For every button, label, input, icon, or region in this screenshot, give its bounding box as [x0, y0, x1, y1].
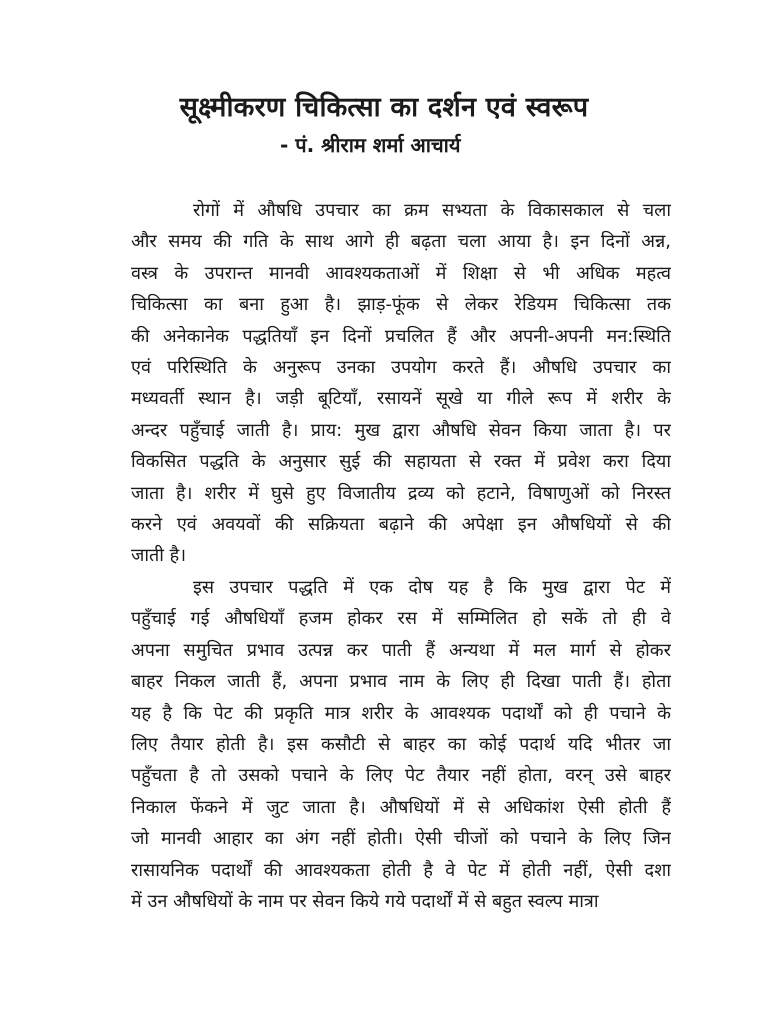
- text-line: जो मानवी आहार का अंग नहीं होती। ऐसी चीजों को पचाने के लिए जिन: [131, 828, 671, 850]
- text-line: जाता है। शरीर में घुसे हुए विजातीय द्रव्य को हटाने, विषाणुओं को निरस्त: [131, 482, 671, 504]
- text-line: निकाल फेंकने में जुट जाता है। औषधियों में से अधिकांश ऐसी होती हैं: [131, 796, 671, 818]
- text-line: लिए तैयार होती है। इस कसौटी से बाहर का कोई पदार्थ यदि भीतर जा: [131, 734, 671, 755]
- text-line: जाती है।: [131, 545, 187, 567]
- text-line: और समय की गति के साथ आगे ही बढ़ता चला आया है। इन दिनों अन्न,: [131, 231, 671, 253]
- text-line: विकसित पद्धति के अनुसार सुई की सहायता से रक्त में प्रवेश करा दिया: [131, 451, 671, 473]
- text-line: बाहर निकल जाती हैं, अपना प्रभाव नाम के लिए ही दिखा पाती हैं। होता: [131, 671, 671, 693]
- text-line: एवं परिस्थिति के अनुरूप उनका उपयोग करते हैं। औषधि उपचार का: [131, 357, 671, 378]
- text-line: वस्त्र के उपरान्त मानवी आवश्यकताओं में शिक्षा से भी अधिक महत्व: [131, 262, 671, 284]
- text-line: चिकित्सा का बना हुआ है। झाड़-फूंक से लेकर रेडियम चिकित्सा तक: [131, 294, 671, 316]
- text-line: पहुँचाई गई औषधियाँ हजम होकर रस में सम्मिलित हो सकें तो ही वे: [131, 608, 671, 630]
- text-line: रासायनिक पदार्थों की आवश्यकता होती है वे पेट में होती नहीं, ऐसी दशा: [131, 859, 671, 881]
- text-line: रोगों में औषधि उपचार का क्रम सभ्यता के विकासकाल से चला: [193, 200, 671, 221]
- text-line: यह है कि पेट की प्रकृति मात्र शरीर के आवश्यक पदार्थों को ही पचाने के: [131, 702, 671, 724]
- text-line: मध्यवर्ती स्थान है। जड़ी बूटियाँ, रसायनें सूखे या गीले रूप में शरीर के: [131, 388, 671, 410]
- author-line: - पं. श्रीराम शर्मा आचार्य: [280, 133, 461, 157]
- text-line: करने एवं अवयवों की सक्रियता बढ़ाने की अपेक्षा इन औषधियों से की: [131, 514, 671, 535]
- text-line: पहुँचता है तो उसको पचाने के लिए पेट तैयार नहीं होता, वरन् उसे बाहर: [131, 765, 671, 787]
- text-line: की अनेकानेक पद्धतियाँ इन दिनों प्रचलित हैं और अपनी-अपनी मन:स्थिति: [131, 325, 671, 347]
- page-title: सूक्ष्मीकरण चिकित्सा का दर्शन एवं स्वरूप: [179, 92, 589, 123]
- text-line: अन्दर पहुँचाई जाती है। प्राय: मुख द्वारा औषधि सेवन किया जाता है। पर: [131, 419, 671, 441]
- text-line: अपना समुचित प्रभाव उत्पन्न कर पाती हैं अन्यथा में मल मार्ग से होकर: [131, 639, 671, 661]
- text-line: में उन औषधियों के नाम पर सेवन किये गये पदार्थों में से बहुत स्वल्प मात्रा: [131, 891, 599, 912]
- text-line: इस उपचार पद्धति में एक दोष यह है कि मुख द्वारा पेट में: [193, 577, 671, 598]
